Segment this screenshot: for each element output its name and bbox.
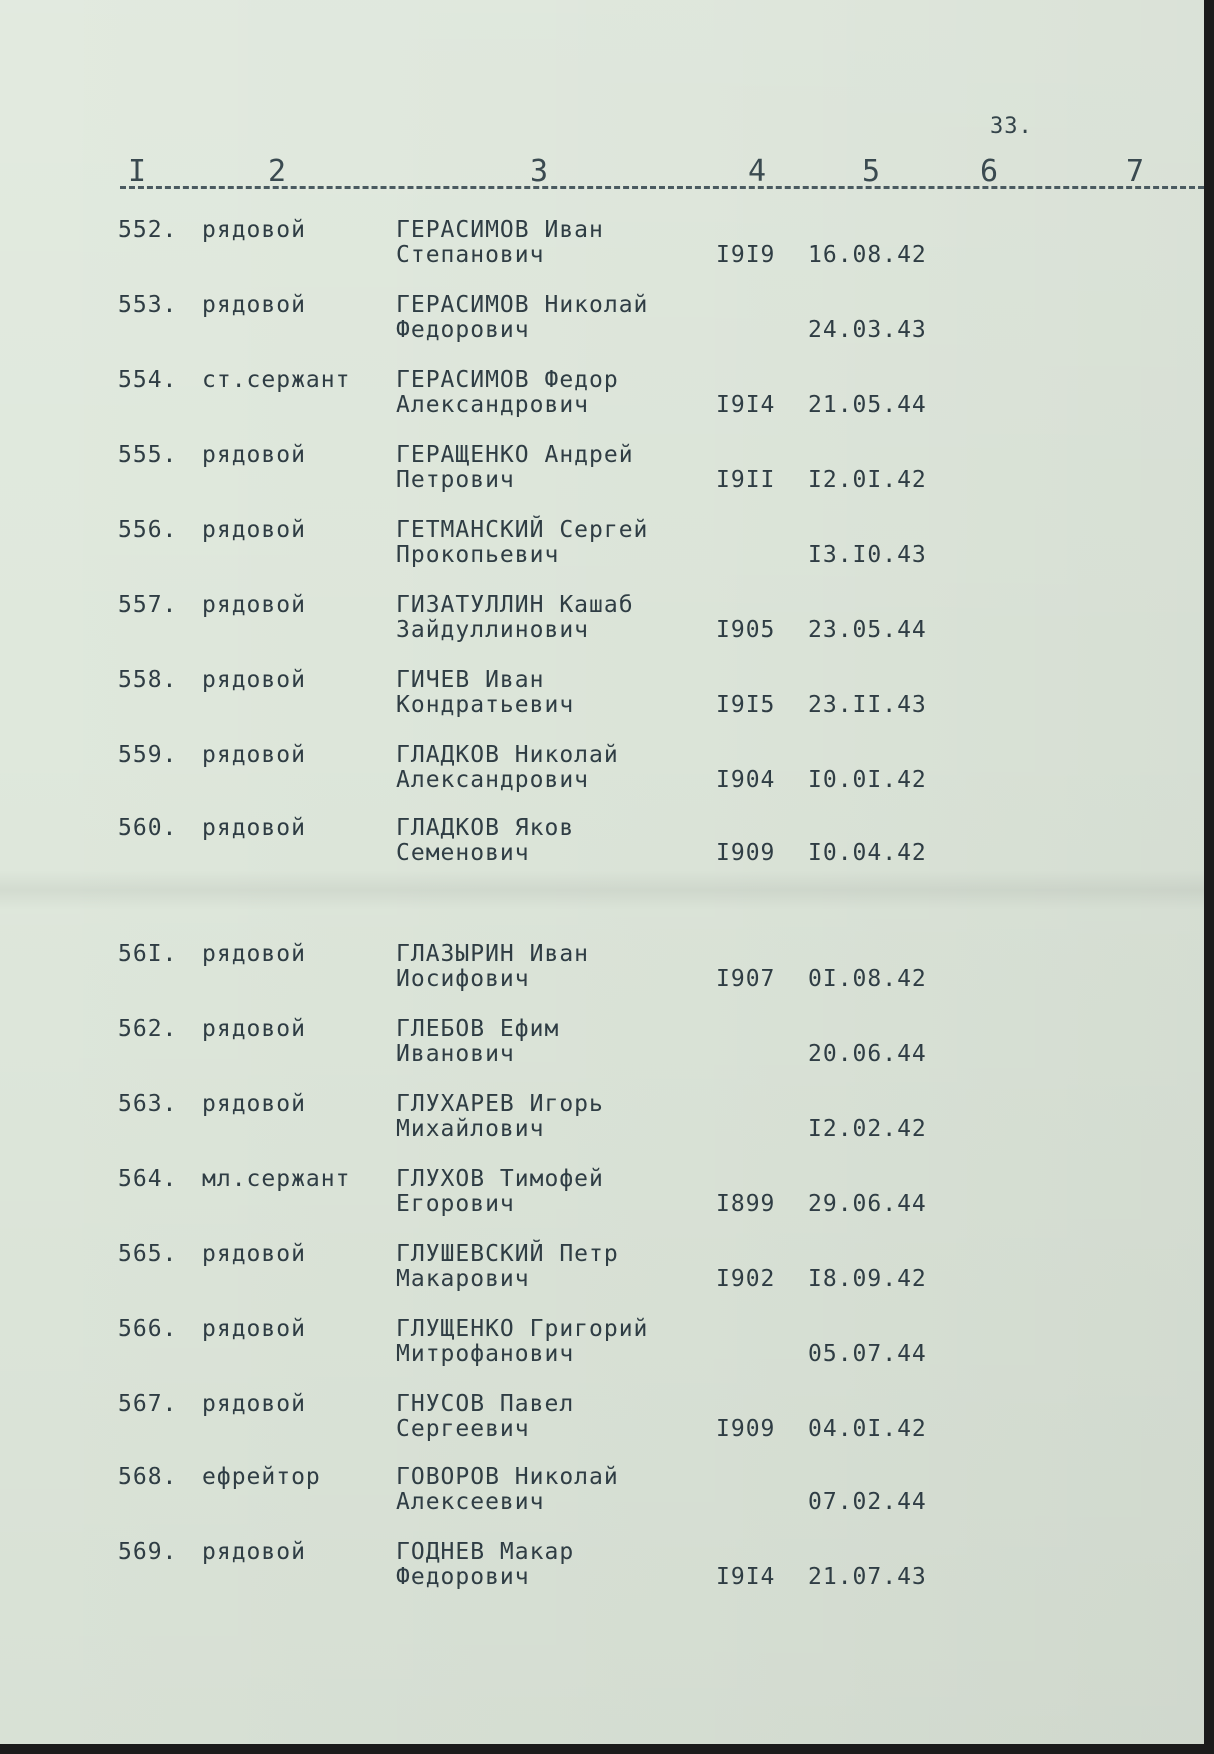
entry-patronymic: Прокопьевич (396, 542, 560, 568)
list-item (0, 368, 1200, 428)
entry-surname-name: ГЛАДКОВ Николай (396, 742, 619, 768)
entry-number: 569. (118, 1539, 178, 1565)
entry-birth-year: I899 (716, 1191, 776, 1217)
entry-rank: ст.сержант (202, 367, 351, 393)
column-header-5: 5 (862, 154, 881, 189)
entry-surname-name: ГИЧЕВ Иван (396, 667, 545, 693)
entry-surname-name: ГЛУЩЕНКО Григорий (396, 1316, 649, 1342)
entry-number: 552. (118, 217, 178, 243)
entry-patronymic: Зайдуллинович (396, 617, 590, 643)
entry-date: I0.0I.42 (808, 767, 927, 793)
entry-patronymic: Кондратьевич (396, 692, 575, 718)
entry-birth-year: I9II (716, 467, 776, 493)
entry-date: 0I.08.42 (808, 966, 927, 992)
list-item (0, 942, 1200, 1002)
entry-patronymic: Федорович (396, 1564, 530, 1590)
list-item (0, 1317, 1200, 1377)
entry-surname-name: ГЕРАСИМОВ Иван (396, 217, 604, 243)
entry-surname-name: ГЛУШЕВСКИЙ Петр (396, 1241, 619, 1267)
paper-fold-shadow (0, 870, 1204, 910)
column-header-4: 4 (748, 154, 767, 189)
entry-number: 565. (118, 1241, 178, 1267)
list-item (0, 1167, 1200, 1227)
column-header-2: 2 (268, 154, 287, 189)
entry-patronymic: Михайлович (396, 1116, 545, 1142)
entry-rank: рядовой (202, 442, 306, 468)
entry-rank: рядовой (202, 292, 306, 318)
entry-patronymic: Федорович (396, 317, 530, 343)
entry-surname-name: ГЕТМАНСКИЙ Сергей (396, 517, 649, 543)
column-header-7: 7 (1126, 154, 1145, 189)
list-item (0, 443, 1200, 503)
entry-rank: ефрейтор (202, 1464, 321, 1490)
entry-date: I2.02.42 (808, 1116, 927, 1142)
list-item (0, 1017, 1200, 1077)
entry-rank: рядовой (202, 1241, 306, 1267)
entry-surname-name: ГЛАЗЫРИН Иван (396, 941, 590, 967)
entry-rank: рядовой (202, 1016, 306, 1042)
entry-surname-name: ГЕРАЩЕНКО Андрей (396, 442, 634, 468)
entry-rank: рядовой (202, 1091, 306, 1117)
entry-surname-name: ГЕРАСИМОВ Федор (396, 367, 619, 393)
entry-number: 559. (118, 742, 178, 768)
entry-rank: рядовой (202, 815, 306, 841)
entry-rank: рядовой (202, 592, 306, 618)
entry-date: 05.07.44 (808, 1341, 927, 1367)
entry-surname-name: ГЛУХОВ Тимофей (396, 1166, 604, 1192)
entry-date: I3.I0.43 (808, 542, 927, 568)
entry-surname-name: ГИЗАТУЛЛИН Кашаб (396, 592, 634, 618)
entry-surname-name: ГЕРАСИМОВ Николай (396, 292, 649, 318)
entry-number: 564. (118, 1166, 178, 1192)
entry-date: I0.04.42 (808, 840, 927, 866)
entry-date: 23.II.43 (808, 692, 927, 718)
entry-number: 560. (118, 815, 178, 841)
entry-birth-year: I904 (716, 767, 776, 793)
list-item (0, 1092, 1200, 1152)
list-item (0, 743, 1200, 803)
list-item (0, 518, 1200, 578)
entry-patronymic: Александрович (396, 767, 590, 793)
list-item (0, 1242, 1200, 1302)
entry-birth-year: I902 (716, 1266, 776, 1292)
list-item (0, 293, 1200, 353)
entry-surname-name: ГНУСОВ Павел (396, 1391, 575, 1417)
entry-number: 558. (118, 667, 178, 693)
entry-patronymic: Степанович (396, 242, 545, 268)
entry-number: 557. (118, 592, 178, 618)
entry-birth-year: I905 (716, 617, 776, 643)
list-item (0, 218, 1200, 278)
entry-surname-name: ГЛЕБОВ Ефим (396, 1016, 560, 1042)
entry-date: 21.05.44 (808, 392, 927, 418)
entry-patronymic: Петрович (396, 467, 515, 493)
entry-rank: рядовой (202, 941, 306, 967)
entry-date: I2.0I.42 (808, 467, 927, 493)
entry-birth-year: I907 (716, 966, 776, 992)
entry-number: 562. (118, 1016, 178, 1042)
entry-date: 20.06.44 (808, 1041, 927, 1067)
entry-number: 554. (118, 367, 178, 393)
list-item (0, 1465, 1200, 1525)
entry-number: 563. (118, 1091, 178, 1117)
entry-rank: рядовой (202, 217, 306, 243)
entry-rank: рядовой (202, 742, 306, 768)
column-header-1: I (128, 154, 147, 189)
entry-rank: мл.сержант (202, 1166, 351, 1192)
entry-date: I8.09.42 (808, 1266, 927, 1292)
page-number: 33. (990, 114, 1033, 139)
entry-patronymic: Сергеевич (396, 1416, 530, 1442)
entry-date: 24.03.43 (808, 317, 927, 343)
list-item (0, 1392, 1200, 1452)
entry-number: 553. (118, 292, 178, 318)
entry-number: 568. (118, 1464, 178, 1490)
entry-date: 23.05.44 (808, 617, 927, 643)
entry-patronymic: Александрович (396, 392, 590, 418)
entry-patronymic: Иосифович (396, 966, 530, 992)
entry-patronymic: Семенович (396, 840, 530, 866)
entry-date: 07.02.44 (808, 1489, 927, 1515)
entry-patronymic: Митрофанович (396, 1341, 575, 1367)
entry-number: 556. (118, 517, 178, 543)
column-header-3: 3 (530, 154, 549, 189)
entry-rank: рядовой (202, 1316, 306, 1342)
entry-surname-name: ГЛАДКОВ Яков (396, 815, 575, 841)
entry-date: 21.07.43 (808, 1564, 927, 1590)
entry-surname-name: ГОДНЕВ Макар (396, 1539, 575, 1565)
entry-birth-year: I9I4 (716, 392, 776, 418)
column-header-6: 6 (980, 154, 999, 189)
list-item (0, 1540, 1200, 1600)
list-item (0, 816, 1200, 876)
entry-surname-name: ГОВОРОВ Николай (396, 1464, 619, 1490)
entry-surname-name: ГЛУХАРЕВ Игорь (396, 1091, 604, 1117)
entry-birth-year: I9I5 (716, 692, 776, 718)
entry-rank: рядовой (202, 517, 306, 543)
entry-patronymic: Макарович (396, 1266, 530, 1292)
entry-birth-year: I9I9 (716, 242, 776, 268)
entry-number: 567. (118, 1391, 178, 1417)
entry-birth-year: I909 (716, 1416, 776, 1442)
entry-patronymic: Алексеевич (396, 1489, 545, 1515)
list-item (0, 593, 1200, 653)
entry-number: 555. (118, 442, 178, 468)
entry-date: 16.08.42 (808, 242, 927, 268)
entry-patronymic: Егорович (396, 1191, 515, 1217)
entry-birth-year: I9I4 (716, 1564, 776, 1590)
entry-rank: рядовой (202, 1391, 306, 1417)
column-header-row (120, 154, 1204, 196)
entry-rank: рядовой (202, 667, 306, 693)
entry-date: 29.06.44 (808, 1191, 927, 1217)
list-item (0, 668, 1200, 728)
entry-patronymic: Иванович (396, 1041, 515, 1067)
entry-rank: рядовой (202, 1539, 306, 1565)
entry-number: 56I. (118, 941, 178, 967)
entry-number: 566. (118, 1316, 178, 1342)
entry-date: 04.0I.42 (808, 1416, 927, 1442)
entry-birth-year: I909 (716, 840, 776, 866)
